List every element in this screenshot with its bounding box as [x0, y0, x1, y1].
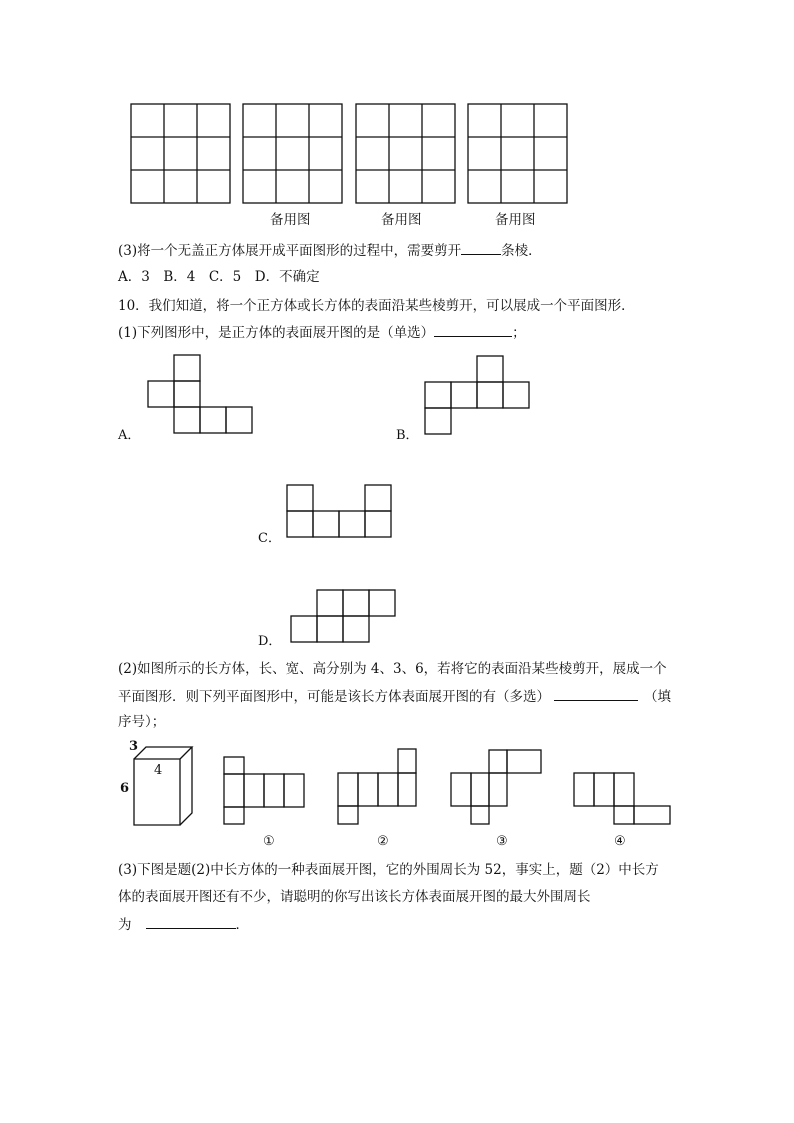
net-figure-3 [451, 750, 545, 828]
option-a-net [148, 355, 254, 435]
option-d-net [291, 590, 397, 644]
option-b-label: B． [396, 428, 419, 443]
q9-part3-question [118, 241, 542, 260]
q10-part3-line2: 体的表面展开图还有不少，请聪明的你写出该长方体表面展开图的最大外围周长 [118, 889, 591, 905]
net-label-3: ③ [496, 834, 508, 849]
grid-3x3-4 [468, 104, 568, 204]
q10-part2-end: （填 [644, 689, 671, 705]
backup-label-3: 备用图 [495, 212, 536, 228]
q10-intro: 10．我们知道，将一个正方体或长方体的表面沿某些棱剪开，可以展成一个平面图形． [118, 298, 635, 314]
q10-part2-line2 [118, 687, 671, 706]
q10-part2-answer-blank[interactable] [554, 687, 638, 701]
option-c-net [287, 485, 393, 539]
option-b-net [425, 356, 531, 436]
q10-part1-text: (1)下列图形中，是正方体的表面展开图的是（单选） [118, 325, 435, 341]
q9-part3-text-before: (3)将一个无盖正方体展开成平面图形的过程中，需要剪开 [118, 243, 462, 259]
cuboid-length-label: 4 [154, 763, 163, 778]
grid-3x3-3 [356, 104, 456, 204]
q10-part1-answer-blank[interactable] [434, 323, 512, 337]
net-label-2: ② [377, 834, 389, 849]
net-figure-2 [338, 749, 420, 827]
q9-part3-options: A．3 B．4 C．5 D．不确定 [118, 269, 320, 285]
net-figure-4 [574, 773, 674, 827]
option-c-label: C． [258, 531, 281, 546]
net-label-1: ① [263, 834, 275, 849]
option-a-label: A． [118, 428, 141, 443]
net-figure-1 [224, 757, 306, 827]
grid-3x3-1 [131, 104, 231, 204]
grid-3x3-2 [243, 104, 343, 204]
cuboid-figure [134, 745, 194, 827]
q10-part3-answer-blank[interactable] [146, 915, 236, 929]
option-d-label: D． [258, 634, 282, 649]
cuboid-height-label: 6 [120, 781, 130, 796]
q10-part3-end: ． [235, 917, 249, 933]
q10-part2-line3: 序号）； [118, 714, 166, 730]
q9-part3-answer-blank[interactable] [461, 241, 501, 255]
q10-part2-line1: (2)如图所示的长方体，长、宽、高分别为 4、3、6，若将它的表面沿某些棱剪开，展成一个 [118, 661, 667, 677]
q10-part2-text: 平面图形．则下列平面图形中，可能是该长方体表面展开图的有（多选） [118, 689, 550, 705]
backup-label-2: 备用图 [381, 212, 422, 228]
q9-part3-text-after: 条棱． [501, 243, 542, 259]
q10-part3-text: 为 [118, 917, 132, 933]
backup-label-1: 备用图 [270, 212, 311, 228]
q10-part1-question [118, 323, 526, 342]
net-label-4: ④ [614, 834, 626, 849]
q10-part3-line1: (3)下图是题(2)中长方体的一种表面展开图，它的外围周长为 52，事实上，题（2）中长方 [118, 862, 659, 878]
cuboid-width-label: 3 [129, 739, 139, 754]
q10-part3-line3 [118, 915, 249, 934]
q10-part1-end: ； [512, 325, 526, 341]
